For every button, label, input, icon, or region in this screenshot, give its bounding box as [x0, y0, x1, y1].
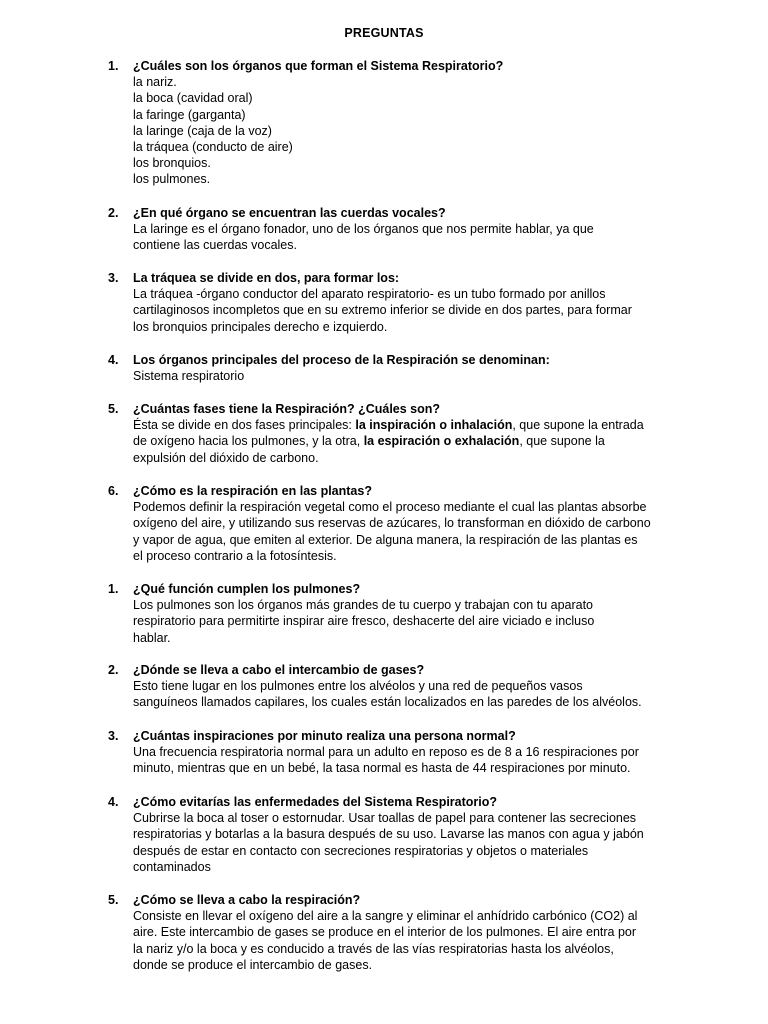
- answer-line: La tráquea -órgano conductor del aparato respiratorio- es un tubo formado por anillos: [133, 287, 606, 302]
- answer-text: de oxígeno hacia los pulmones, y la otra,: [133, 434, 364, 449]
- question-item: [108, 58, 668, 188]
- answer-line: respiratorio para permitirte inspirar aire fresco, deshacerte del aire viciado e incluso: [133, 614, 595, 629]
- answer-line: la faringe (garganta): [133, 107, 246, 122]
- answer-line: Sistema respiratorio: [133, 369, 245, 384]
- question-text: La tráquea se divide en dos, para formar los:: [133, 271, 400, 285]
- answer-line: aire. Este intercambio de gases se produce en el interior de los pulmones. El aire entra por: [133, 925, 637, 940]
- answer-line: expulsión del dióxido de carbono.: [133, 450, 319, 465]
- answer-line: la tráquea (conducto de aire): [133, 140, 293, 155]
- answer-line: el proceso contrario a la fotosíntesis.: [133, 548, 337, 563]
- answer-line: contiene las cuerdas vocales.: [133, 238, 297, 253]
- question-number: 5.: [108, 893, 119, 907]
- question-number: 2.: [108, 663, 119, 677]
- answer-line: y vapor de agua, que emiten al exterior. De alguna manera, la respiración de las plantas es: [133, 532, 638, 547]
- question-text: ¿Cuántas inspiraciones por minuto realiza una persona normal?: [133, 729, 516, 743]
- question-text: Los órganos principales del proceso de la Respiración se denominan:: [133, 353, 550, 367]
- question-item: [108, 892, 668, 973]
- question-text: ¿En qué órgano se encuentran las cuerdas vocales?: [133, 206, 446, 220]
- answer-line: después de estar en contacto con secreciones respiratorias y objetos o materiales: [133, 843, 589, 858]
- question-number: 1.: [108, 582, 119, 596]
- answer-emphasis: la inspiración o inhalación: [355, 418, 513, 433]
- question-text: ¿Qué función cumplen los pulmones?: [133, 582, 361, 596]
- answer-line: Esto tiene lugar en los pulmones entre los alvéolos y una red de pequeños vasos: [133, 679, 583, 694]
- question-number: 6.: [108, 484, 119, 498]
- answer-line: la nariz.: [133, 75, 177, 90]
- answer-line: los bronquios principales derecho e izquierdo.: [133, 319, 388, 334]
- question-text: ¿Cómo es la respiración en las plantas?: [133, 484, 372, 498]
- answer-line: donde se produce el intercambio de gases.: [133, 957, 373, 972]
- answer-line: [133, 417, 668, 433]
- question-item: [108, 270, 668, 335]
- answer-line: Cubrirse la boca al toser o estornudar. Usar toallas de papel para contener las secreciones: [133, 811, 637, 826]
- answer-line: respiratorias y botarlas a la basura después de su uso. Lavarse las manos con agua y jabón: [133, 827, 644, 842]
- answer-line: oxígeno del aire, y utilizando sus reservas de azúcares, lo transforman en dióxido de carbono: [133, 516, 651, 531]
- answer-line: La laringe es el órgano fonador, uno de los órganos que nos permite hablar, ya que: [133, 222, 594, 237]
- question-text: ¿Cómo evitarías las enfermedades del Sistema Respiratorio?: [133, 795, 498, 809]
- answer-line: Podemos definir la respiración vegetal como el proceso mediante el cual las plantas absorbe: [133, 500, 647, 515]
- answer-line: hablar.: [133, 630, 171, 645]
- question-text: ¿Dónde se lleva a cabo el intercambio de gases?: [133, 663, 425, 677]
- question-number: 4.: [108, 795, 119, 809]
- question-text: ¿Cómo se lleva a cabo la respiración?: [133, 893, 361, 907]
- question-text: ¿Cuáles son los órganos que forman el Sistema Respiratorio?: [133, 59, 504, 73]
- question-number: 3.: [108, 729, 119, 743]
- question-number: 3.: [108, 271, 119, 285]
- page-title: PREGUNTAS: [344, 26, 424, 40]
- question-number: 2.: [108, 206, 119, 220]
- answer-line: minuto, mientras que en un bebé, la tasa normal es hasta de 44 respiraciones por minuto.: [133, 761, 631, 776]
- answer-text: , que supone la entrada: [512, 418, 644, 433]
- answer-line: los pulmones.: [133, 172, 211, 187]
- answer-text: Ésta se divide en dos fases principales:: [133, 418, 356, 433]
- answer-line: los bronquios.: [133, 156, 211, 171]
- answer-line: Los pulmones son los órganos más grandes de tu cuerpo y trabajan con tu aparato: [133, 598, 594, 613]
- answer-line: sanguíneos llamados capilares, los cuales están localizados en las paredes de los alvéolos.: [133, 695, 642, 710]
- question-number: 5.: [108, 402, 119, 416]
- answer-emphasis: la espiración o exhalación: [363, 434, 520, 449]
- question-item: [108, 794, 668, 875]
- question-item: [108, 662, 668, 711]
- question-item: [108, 401, 668, 466]
- question-item: [108, 728, 668, 777]
- question-text: ¿Cuántas fases tiene la Respiración? ¿Cuáles son?: [133, 402, 441, 416]
- question-item: [108, 352, 668, 384]
- question-number: 4.: [108, 353, 119, 367]
- answer-line: la boca (cavidad oral): [133, 91, 253, 106]
- question-item: [108, 581, 668, 646]
- answer-line: [133, 433, 668, 449]
- answer-line: Una frecuencia respiratoria normal para un adulto en reposo es de 8 a 16 respiraciones por: [133, 745, 639, 760]
- answer-line: contaminados: [133, 859, 211, 874]
- answer-text: , que supone la: [519, 434, 605, 449]
- answer-line: la laringe (caja de la voz): [133, 123, 272, 138]
- question-item: [108, 205, 668, 254]
- answer-line: la nariz y/o la boca y es conducido a través de las vías respiratorias hasta los alvéolos,: [133, 941, 614, 956]
- question-number: 1.: [108, 59, 119, 73]
- question-item: [108, 483, 668, 564]
- answer-line: cartilaginosos incompletos que en su extremo inferior se divide en dos partes, para formar: [133, 303, 632, 318]
- answer-line: Consiste en llevar el oxígeno del aire a la sangre y eliminar el anhídrido carbónico (CO2) al: [133, 909, 638, 924]
